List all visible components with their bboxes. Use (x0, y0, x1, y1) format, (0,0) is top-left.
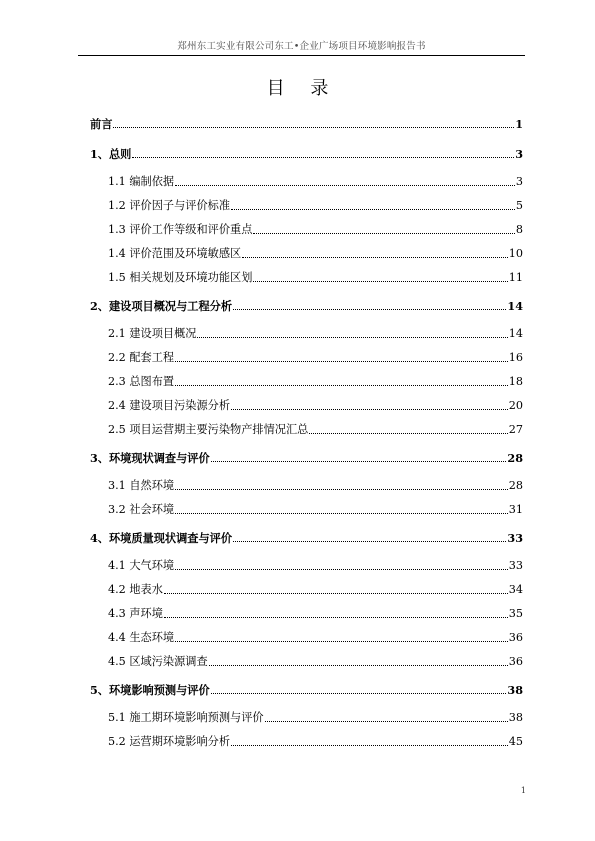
toc-entry-page: 36 (508, 631, 523, 644)
dot-leader (231, 745, 508, 746)
toc-chapter-entry[interactable] (90, 147, 523, 161)
dot-leader (175, 641, 508, 642)
toc-chapter-entry[interactable] (90, 451, 523, 465)
toc-entry-label: 2.4 建设项目污染源分析 (108, 399, 231, 412)
toc-entry-label: 2.5 项目运营期主要污染物产排情况汇总 (108, 423, 309, 436)
toc-section-entry[interactable] (108, 607, 523, 621)
dot-leader (175, 489, 508, 490)
toc-entry-page: 36 (508, 655, 523, 668)
toc-entry-page: 34 (508, 583, 523, 596)
dot-leader (253, 233, 514, 234)
toc-entry-page: 27 (508, 423, 523, 436)
toc-entry-label: 5.2 运营期环境影响分析 (108, 735, 231, 748)
toc-entry-label: 2.2 配套工程 (108, 351, 175, 364)
toc-entry-label: 3、环境现状调查与评价 (90, 451, 210, 465)
toc-entry-label: 2、建设项目概况与工程分析 (90, 299, 233, 313)
dot-leader (175, 361, 508, 362)
running-header: 郑州东工实业有限公司东工•企业广场项目环境影响报告书 (177, 41, 426, 52)
toc-section-entry[interactable] (108, 247, 523, 261)
toc-section-entry[interactable] (108, 735, 523, 749)
dot-leader (253, 281, 507, 282)
toc-entry-page: 14 (508, 327, 523, 340)
toc-entry-page: 3 (515, 147, 523, 161)
toc-entry-label: 5、环境影响预测与评价 (90, 683, 210, 697)
toc-entry-label: 1、总则 (90, 147, 132, 161)
toc-entry-page: 5 (515, 199, 523, 212)
toc-entry-page: 28 (508, 479, 523, 492)
toc-section-entry[interactable] (108, 375, 523, 389)
toc-chapter-entry[interactable] (90, 683, 523, 697)
toc-entry-page: 11 (508, 271, 523, 284)
toc-section-entry[interactable] (108, 711, 523, 725)
toc-entry-page: 18 (508, 375, 523, 388)
dot-leader (211, 693, 507, 694)
dot-leader (164, 593, 508, 594)
dot-leader (175, 385, 508, 386)
toc-entry-page: 3 (515, 175, 523, 188)
toc-section-entry[interactable] (108, 175, 523, 189)
dot-leader (132, 157, 514, 158)
toc-section-entry[interactable] (108, 271, 523, 285)
dot-leader (231, 209, 515, 210)
toc-section-entry[interactable] (108, 199, 523, 213)
toc-entry-label: 3.1 自然环境 (108, 479, 175, 492)
toc-entry-page: 1 (515, 117, 523, 131)
toc-entry-page: 16 (508, 351, 523, 364)
toc-entry-page: 45 (508, 735, 523, 748)
toc-section-entry[interactable] (108, 399, 523, 413)
toc-title: 目 录 (266, 78, 339, 99)
toc-entry-label: 4.2 地表水 (108, 583, 163, 596)
toc-entry-page: 33 (507, 531, 523, 545)
dot-leader (209, 665, 508, 666)
toc-entry-label: 5.1 施工期环境影响预测与评价 (108, 711, 264, 724)
toc-section-entry[interactable] (108, 223, 523, 237)
toc-section-entry[interactable] (108, 631, 523, 645)
dot-leader (265, 721, 508, 722)
toc-entry-page: 8 (515, 223, 523, 236)
toc-entry-label: 4、环境质量现状调查与评价 (90, 531, 233, 545)
toc-entry-label: 2.3 总图布置 (108, 375, 175, 388)
dot-leader (175, 569, 508, 570)
toc-entry-page: 20 (508, 399, 523, 412)
dot-leader (164, 617, 508, 618)
toc-entry-label: 4.4 生态环境 (108, 631, 175, 644)
toc-entry-label: 1.5 相关规划及环境功能区划 (108, 271, 253, 284)
dot-leader (175, 513, 508, 514)
toc-section-entry[interactable] (108, 583, 523, 597)
dot-leader (233, 541, 506, 542)
toc-entry-page: 33 (508, 559, 523, 572)
toc-section-entry[interactable] (108, 327, 523, 341)
dot-leader (175, 185, 515, 186)
toc-section-entry[interactable] (108, 655, 523, 669)
toc-entry-label: 2.1 建设项目概况 (108, 327, 197, 340)
toc-chapter-entry[interactable] (90, 117, 523, 131)
dot-leader (242, 257, 508, 258)
toc-section-entry[interactable] (108, 423, 523, 437)
dot-leader (309, 433, 507, 434)
toc-entry-page: 28 (507, 451, 523, 465)
dot-leader (231, 409, 508, 410)
toc-section-entry[interactable] (108, 479, 523, 493)
toc-entry-page: 10 (508, 247, 523, 260)
dot-leader (211, 461, 507, 462)
toc-entry-label: 前言 (90, 117, 113, 131)
toc-section-entry[interactable] (108, 559, 523, 573)
toc-chapter-entry[interactable] (90, 299, 523, 313)
toc-entry-label: 4.5 区域污染源调查 (108, 655, 208, 668)
toc-section-entry[interactable] (108, 351, 523, 365)
toc-chapter-entry[interactable] (90, 531, 523, 545)
toc-entry-page: 31 (508, 503, 523, 516)
dot-leader (113, 127, 514, 128)
dot-leader (197, 337, 507, 338)
toc-entry-label: 1.2 评价因子与评价标准 (108, 199, 231, 212)
toc-entry-label: 3.2 社会环境 (108, 503, 175, 516)
toc-entry-label: 4.1 大气环境 (108, 559, 175, 572)
toc-entry-page: 38 (507, 683, 523, 697)
toc-entry-label: 1.3 评价工作等级和评价重点 (108, 223, 253, 236)
toc-entry-page: 38 (508, 711, 523, 724)
toc-section-entry[interactable] (108, 503, 523, 517)
toc-entry-page: 14 (507, 299, 523, 313)
toc-entry-page: 35 (508, 607, 523, 620)
toc-entry-label: 1.1 编制依据 (108, 175, 175, 188)
page-number: 1 (520, 786, 526, 795)
toc-entry-label: 1.4 评价范围及环境敏感区 (108, 247, 242, 260)
dot-leader (233, 309, 506, 310)
toc-entry-label: 4.3 声环境 (108, 607, 163, 620)
